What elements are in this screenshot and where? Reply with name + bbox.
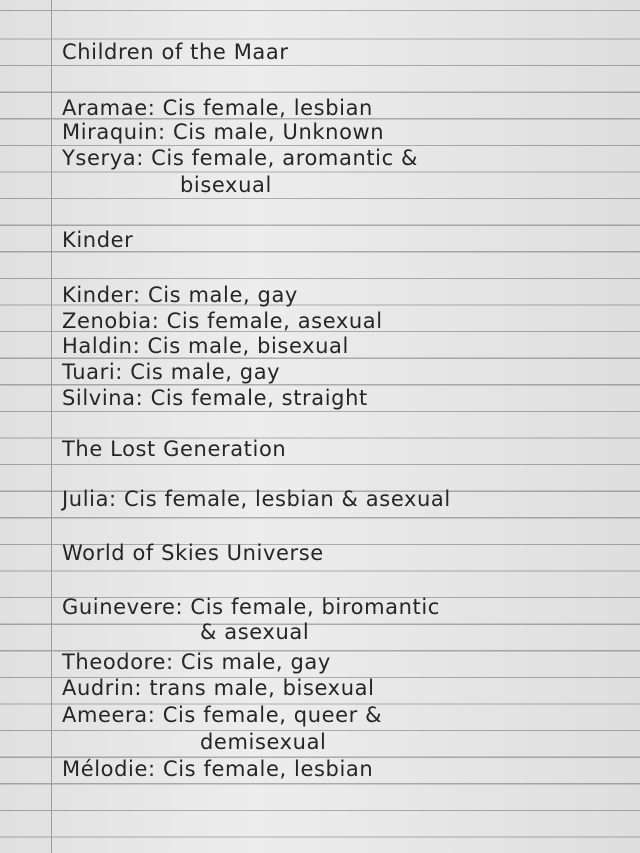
entry-haldin: Haldin: Cis male, bisexual [62,334,349,358]
entry-silvina: Silvina: Cis female, straight [62,386,368,410]
entry-ameera-continued: demisexual [200,730,327,754]
entry-tuari: Tuari: Cis male, gay [62,360,281,384]
section-heading-children-of-the-maar: Children of the Maar [62,40,289,64]
entry-aramae: Aramae: Cis female, lesbian [62,96,373,120]
entry-yserya-continued: bisexual [180,173,272,197]
entry-guinevere: Guinevere: Cis female, biromantic [62,595,440,619]
entry-miraquin: Miraquin: Cis male, Unknown [62,120,385,144]
margin-line [51,0,52,853]
section-heading-world-of-skies-universe: World of Skies Universe [62,541,324,565]
entry-audrin: Audrin: trans male, bisexual [62,676,375,700]
entry-yserya: Yserya: Cis female, aromantic & [62,146,419,170]
section-heading-kinder: Kinder [62,228,134,252]
entry-guinevere-continued: & asexual [200,620,310,644]
entry-theodore: Theodore: Cis male, gay [62,650,331,674]
section-heading-the-lost-generation: The Lost Generation [62,437,287,461]
entry-zenobia: Zenobia: Cis female, asexual [62,309,383,333]
entry-julia: Julia: Cis female, lesbian & asexual [62,487,451,511]
entry-kinder: Kinder: Cis male, gay [62,283,298,307]
entry-melodie: Mélodie: Cis female, lesbian [62,757,374,781]
entry-ameera: Ameera: Cis female, queer & [62,703,383,727]
